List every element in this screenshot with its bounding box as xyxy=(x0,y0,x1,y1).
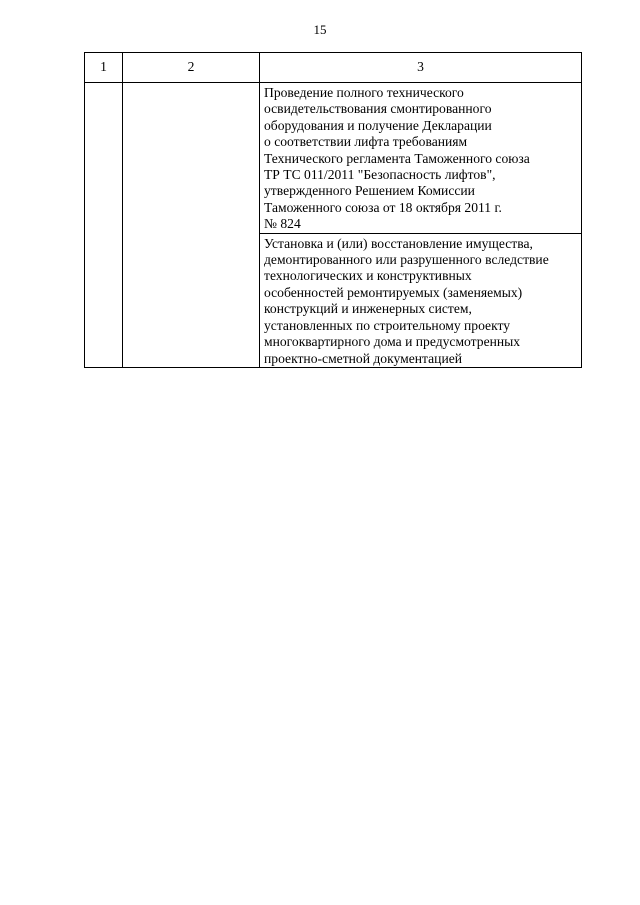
work-text-line: особенностей ремонтируемых (заменяемых) xyxy=(264,284,523,300)
work-text-line: № 824 xyxy=(264,216,301,232)
work-text-line: утвержденного Решением Комиссии xyxy=(264,183,475,199)
work-text-line: освидетельствования смонтированного xyxy=(264,101,492,117)
table-row xyxy=(85,83,582,234)
work-text-line: конструкций и инженерных систем, xyxy=(264,301,472,317)
work-text-line: Установка и (или) восстановление имущества, xyxy=(264,235,533,251)
work-text-line: технологических и конструктивных xyxy=(264,268,472,284)
work-text-line: Проведение полного технического xyxy=(264,85,464,100)
work-text-line: оборудования и получение Декларации xyxy=(264,117,492,133)
work-text-line: о соответствии лифта требованиям xyxy=(264,134,468,150)
table-cell-col1 xyxy=(85,83,123,368)
table-cell-col2 xyxy=(123,83,260,368)
works-table xyxy=(84,52,582,368)
work-text-line: многоквартирного дома и предусмотренных xyxy=(264,334,521,350)
page-number: 15 xyxy=(313,22,327,37)
work-text-line: установленных по строительному проекту xyxy=(264,317,511,333)
work-text-line: ТР ТС 011/2011 "Безопасность лифтов", xyxy=(264,167,496,183)
work-text-line: демонтированного или разрушенного вследствие xyxy=(264,252,549,268)
work-text-line: Таможенного союза от 18 октября 2011 г. xyxy=(264,199,502,215)
work-description-cell-1 xyxy=(260,83,582,234)
column-header-2: 2 xyxy=(123,53,260,83)
column-header-1: 1 xyxy=(85,53,123,83)
work-description-cell-2 xyxy=(260,233,582,367)
work-text-line: Технического регламента Таможенного союза xyxy=(264,150,530,166)
work-text-line: проектно-сметной документацией xyxy=(264,350,463,366)
column-header-3: 3 xyxy=(260,53,582,83)
table-header-row xyxy=(85,53,582,83)
